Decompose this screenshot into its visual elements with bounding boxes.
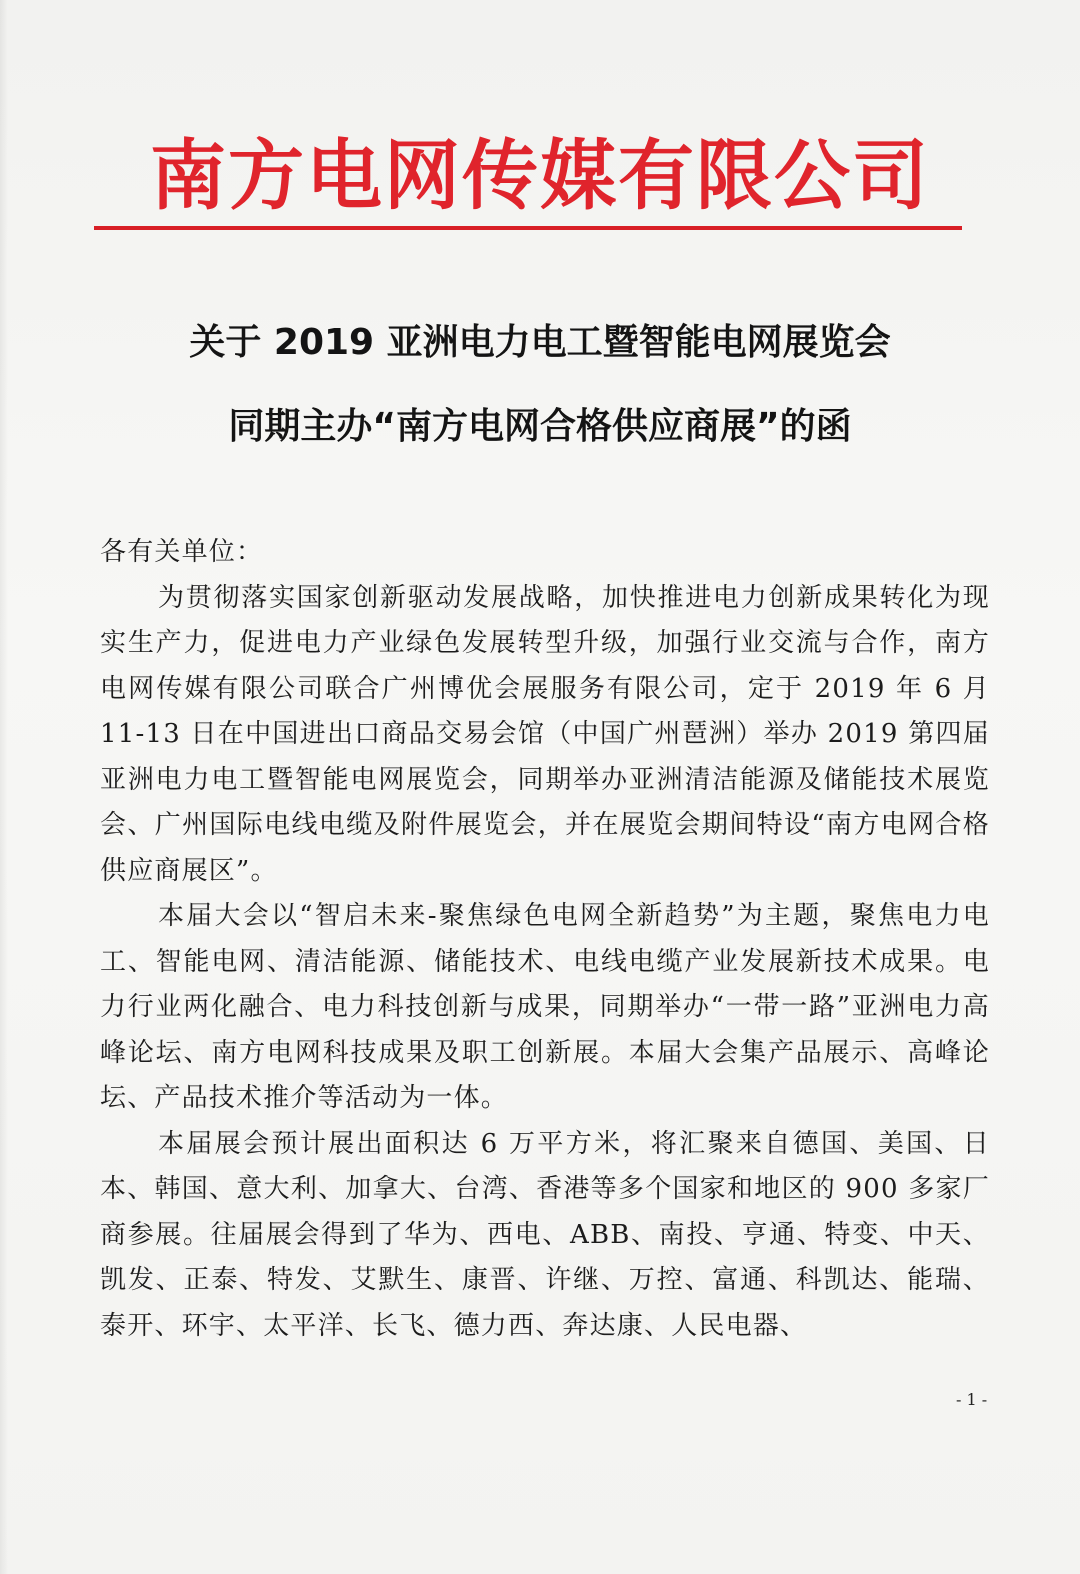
letter-body	[100, 530, 990, 1349]
letterhead-red-rule	[94, 226, 962, 230]
body-paragraph-3: 本届展会预计展出面积达 6 万平方米，将汇聚来自德国、美国、日本、韩国、意大利、加拿大、台湾、香港等多个国家和地区的 900 多家厂商参展。往届展会得到了华为、西电、ABB、南投、亨通、特变、中天、凯发、正泰、特发、艾默生、康晋、许继、万控、富通、科凯达、能瑞、泰开、环宇、太平洋、长飞、德力西、奔达康、人民电器、	[100, 1128, 990, 1341]
letterhead-company-name: 南方电网传媒有限公司	[150, 131, 930, 220]
page-edge-shadow	[0, 0, 8, 1574]
salutation: 各有关单位：	[100, 537, 264, 567]
page-number: - 1 -	[956, 1390, 988, 1409]
document-title-line-2: 同期主办“南方电网合格供应商展”的函	[228, 406, 852, 447]
body-paragraph-1: 为贯彻落实国家创新驱动发展战略，加快推进电力创新成果转化为现实生产力，促进电力产业绿色发展转型升级，加强行业交流与合作，南方电网传媒有限公司联合广州博优会展服务有限公司，定于 2019 年 6 月 11-13 日在中国进出口商品交易会馆（中国广州琶洲）举办 2019 第四届亚洲电力电工暨智能电网展览会，同期举办亚洲清洁能源及储能技术展览会、广州国际电线电缆及附件展览会，并在展览会期间特设“南方电网合格供应商展区”。	[100, 582, 990, 886]
body-paragraph-2: 本届大会以“智启未来-聚焦绿色电网全新趋势”为主题，聚焦电力电工、智能电网、清洁能源、储能技术、电线电缆产业发展新技术成果。电力行业两化融合、电力科技创新与成果，同期举办“一带一路”亚洲电力高峰论坛、南方电网科技成果及职工创新展。本届大会集产品展示、高峰论坛、产品技术推介等活动为一体。	[100, 901, 990, 1113]
document-title-line-1: 关于 2019 亚洲电力电工暨智能电网展览会	[189, 322, 891, 363]
